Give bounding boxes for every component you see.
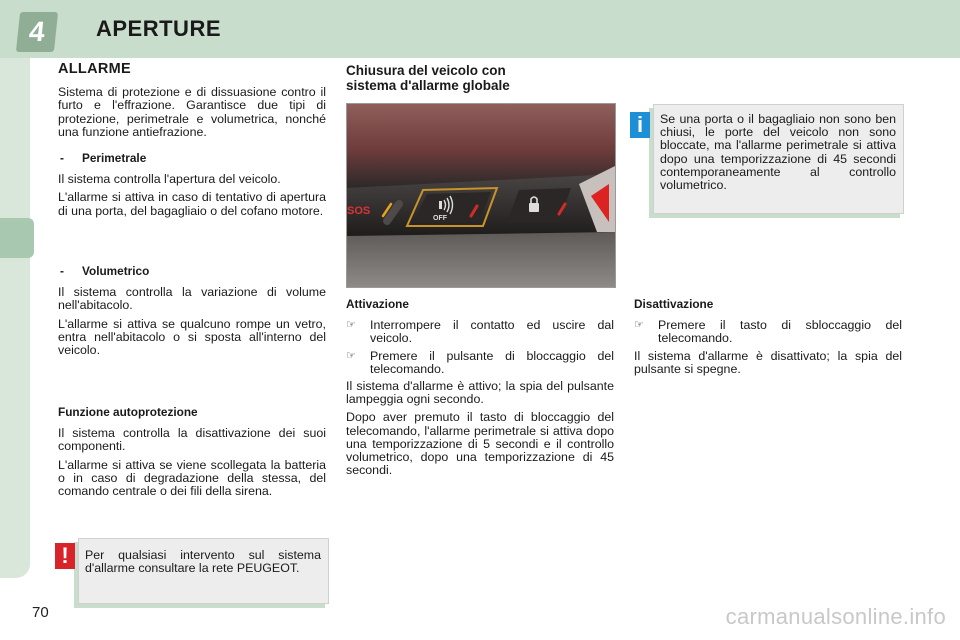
perimetrale-label: Perimetrale (82, 151, 147, 166)
info-icon-glyph: i (636, 112, 644, 137)
left-column (58, 63, 326, 223)
dash-mark: - (60, 264, 64, 278)
dash-mark: - (60, 151, 64, 166)
hand-pointer-icon: ☞ (346, 349, 356, 362)
chapter-number: 4 (27, 16, 47, 47)
section-heading-allarme: ALLARME (58, 61, 131, 77)
autoprotezione-text-1: Il sistema controlla la disattivazione dei suoi componenti. (58, 426, 326, 454)
volumetrico-text-2: L'allarme si attiva se qualcuno rompe un vetro, entra nell'abitacolo o si sposta all'interno del veicolo. (58, 316, 326, 358)
alarm-button-illustration (347, 104, 615, 287)
volumetrico-label: Volumetrico (82, 264, 150, 278)
chapter-side-tab (0, 218, 34, 258)
autoprotezione-text-2: L'allarme si attiva se viene scollegata la batteria o in caso di degradazione della stessa, del comando centrale o dei fili della sirena. (58, 457, 326, 499)
attivazione-step-2 (346, 350, 614, 376)
attivazione-text-2: Dopo aver premuto il tasto di bloccaggio del telecomando, l'allarme perimetrale si attiva dopo una temporizzazione di 5 secondi e il controllo volumetrico, dopo una temporizzazione di 45 secondi. (346, 410, 614, 478)
hand-pointer-icon: ☞ (346, 319, 356, 332)
perimetrale-heading (58, 152, 326, 165)
warning-note-text: Per qualsiasi intervento sul sistema d'allarme consultare la rete PEUGEOT. (85, 548, 321, 576)
watermark: carmanualsonline.info (725, 604, 946, 629)
info-icon (630, 112, 650, 138)
side-strip (0, 58, 30, 578)
page-title: APERTURE (96, 16, 222, 41)
volumetrico-heading (58, 265, 326, 278)
perimetrale-text-2: L'allarme si attiva in caso di tentativo di apertura di una porta, del bagagliaio o del cofano motore. (58, 190, 326, 218)
middle-heading (346, 63, 614, 93)
attivazione-heading: Attivazione (346, 297, 409, 311)
disattivazione-step-1 (634, 319, 902, 345)
warning-note (78, 538, 329, 604)
attivazione-step-2-text: Premere il pulsante di bloccaggio del telecomando. (370, 348, 614, 376)
chapter-number-badge (16, 12, 58, 52)
attivazione-text-1: Il sistema d'allarme è attivo; la spia del pulsante lampeggia ogni secondo. (346, 379, 614, 407)
right-column (634, 298, 902, 381)
allarme-intro: Sistema di protezione e di dissuasione contro il furto e l'effrazione. Garantisce due tipi di protezione, perimetrale e volumetrica, nonché una funzione antiefrazione. (58, 85, 326, 139)
hand-pointer-icon: ☞ (634, 319, 644, 332)
section-heading-line1: Chiusura del veicolo con (346, 63, 506, 78)
warning-icon-glyph: ! (61, 543, 69, 568)
perimetrale-text-1: Il sistema controlla l'apertura del veicolo. (58, 172, 281, 187)
left-column-volumetrico (58, 265, 326, 362)
attivazione-step-1 (346, 319, 614, 345)
disattivazione-heading: Disattivazione (634, 297, 714, 311)
warning-icon (55, 543, 75, 569)
page-number: 70 (32, 604, 49, 621)
section-heading-line2: sistema d'allarme globale (346, 78, 510, 93)
info-note (653, 104, 904, 214)
sos-label: SOS (347, 205, 371, 217)
left-column-autoprotezione (58, 406, 326, 503)
middle-column (346, 298, 614, 482)
attivazione-step-1-text: Interrompere il contatto ed uscire dal veicolo. (370, 318, 614, 346)
info-note-text: Se una porta o il bagagliaio non sono ben chiusi, le porte del veicolo non sono bloccate, ma l'allarme perimetrale si attiva dopo una temporizzazione di 45 secondi contemporaneamente al controllo volumetrico. (660, 112, 896, 193)
autoprotezione-heading: Funzione autoprotezione (58, 405, 198, 419)
alarm-button-photo (346, 103, 616, 288)
disattivazione-step-1-text: Premere il tasto di sbloccaggio del telecomando. (658, 318, 902, 346)
disattivazione-text-1: Il sistema d'allarme è disattivato; la spia del pulsante si spegne. (634, 348, 902, 376)
off-label: OFF (433, 215, 447, 222)
volumetrico-text-1: Il sistema controlla la variazione di volume nell'abitacolo. (58, 285, 326, 313)
